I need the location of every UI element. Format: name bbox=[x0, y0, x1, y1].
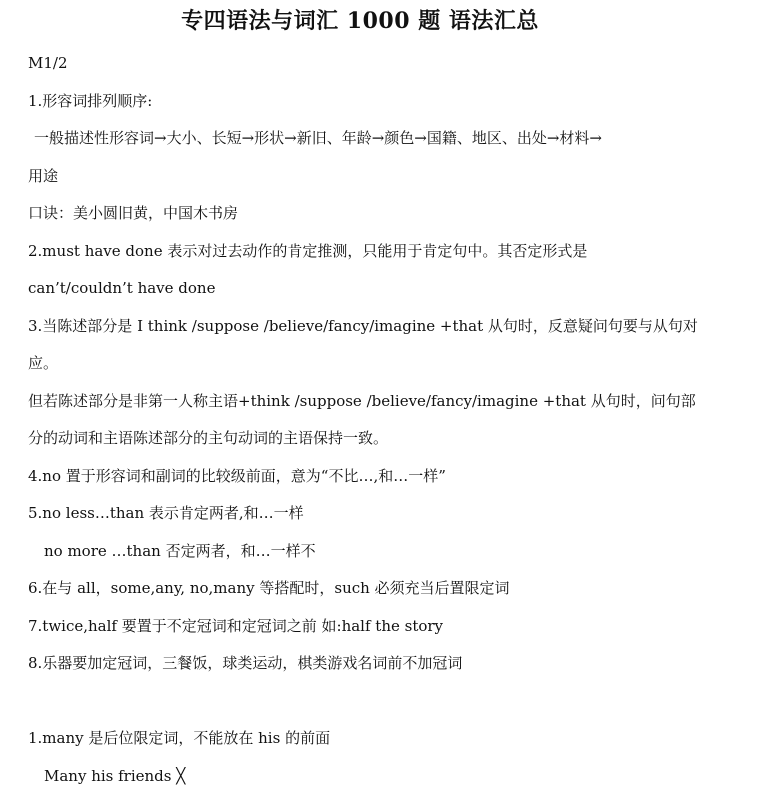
rule-4-text: 4.no 置于形容词和副词的比较级前面，意为“不比…,和…一样” bbox=[28, 467, 446, 485]
rule-1-order-line: 一般描述性形容词→大小、长短→形状→新旧、年龄→颜色→国籍、地区、出处→材料→ bbox=[34, 129, 602, 147]
rule-3-exception-cont: 分的动词和主语陈述部分的主句动词的主语保持一致。 bbox=[28, 429, 389, 447]
rule-5-text-cont: no more …than 否定两者，和…一样不 bbox=[44, 542, 316, 560]
rule-3-text-cont: 应。 bbox=[28, 354, 59, 372]
rule-1-mnemonic: 口诀：美小圆旧黄，中国木书房 bbox=[28, 204, 239, 222]
section-label: M1/2 bbox=[28, 54, 68, 72]
rule-2-text-cont: can’t/couldn’t have done bbox=[28, 279, 216, 297]
many-rule-text: 1.many 是后位限定词，不能放在 his 的前面 bbox=[28, 729, 331, 747]
page-title: 专四语法与词汇 1000 题 语法汇总 bbox=[181, 8, 539, 34]
rule-6-text: 6.在与 all，some,any, no,many 等搭配时，such 必须充当后置限定词 bbox=[28, 579, 510, 597]
rule-7-text: 7.twice,half 要置于不定冠词和定冠词之前 如:half the story bbox=[28, 617, 444, 635]
rule-3-exception: 但若陈述部分是非第一人称主语+think /suppose /believe/fancy/imagine +that 从句时，问句部 bbox=[28, 392, 696, 410]
rule-5-text: 5.no less…than 表示肯定两者,和…一样 bbox=[28, 504, 304, 522]
rule-8-text: 8.乐器要加定冠词，三餐饭，球类运动，棋类游戏名词前不加冠词 bbox=[28, 654, 463, 672]
many-rule-example: Many his friends ╳ bbox=[44, 767, 186, 785]
rule-3-text: 3.当陈述部分是 I think /suppose /believe/fancy/imagine +that 从句时，反意疑问句要与从句对 bbox=[28, 317, 698, 335]
rule-2-text: 2.must have done 表示对过去动作的肯定推测，只能用于肯定句中。其否定形式是 bbox=[28, 242, 588, 260]
rule-1-order-line-end: 用途 bbox=[28, 167, 59, 185]
rule-1-heading: 1.形容词排列顺序: bbox=[28, 92, 153, 110]
